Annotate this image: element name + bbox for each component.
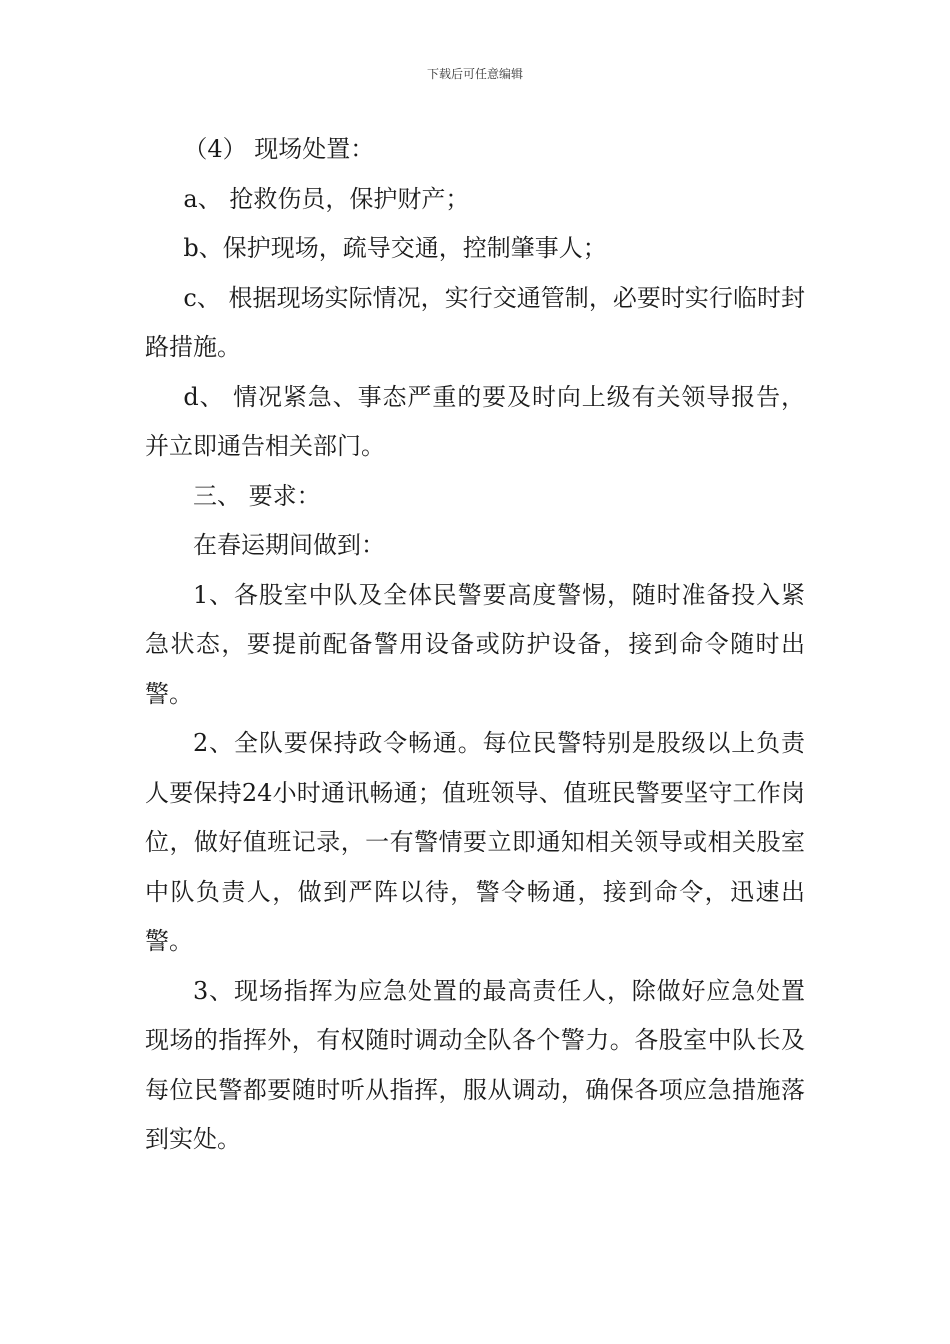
document-body	[145, 125, 805, 1165]
paragraph-item-d: d、 情况紧急、事态严重的要及时向上级有关领导报告，并立即通告相关部门。	[145, 382, 805, 460]
paragraph-requirement-3: 3、现场指挥为应急处置的最高责任人，除做好应急处置现场的指挥外，有权随时调动全队各个警力。各股室中队长及每位民警都要随时听从指挥，服从调动，确保各项应急措施落到实处。	[145, 976, 805, 1153]
paragraph-item-a: a、 抢救伤员，保护财产；	[183, 184, 470, 213]
paragraph-requirement-2: 2、全队要保持政令畅通。每位民警特别是股级以上负责人要保持24小时通讯畅通；值班领导、值班民警要坚守工作岗位，做好值班记录，一有警情要立即通知相关领导或相关股室中队负责人，做到严阵以待，警令畅通，接到命令，迅速出警。	[145, 729, 805, 955]
paragraph-item-c: c、 根据现场实际情况，实行交通管制，必要时实行临时封路措施。	[145, 283, 805, 361]
page-header-note: 下载后可任意编辑	[426, 67, 523, 81]
paragraph-requirement-1: 1、各股室中队及全体民警要高度警惕，随时准备投入紧急状态，要提前配备警用设备或防护设备，接到命令随时出警。	[145, 580, 805, 708]
paragraph-onsite-handling-heading: （4） 现场处置：	[183, 135, 375, 163]
paragraph-spring-period: 在春运期间做到：	[193, 531, 385, 559]
paragraph-requirements-heading: 三、 要求：	[193, 481, 321, 510]
paragraph-item-b: b、保护现场，疏导交通，控制肇事人；	[183, 234, 607, 262]
